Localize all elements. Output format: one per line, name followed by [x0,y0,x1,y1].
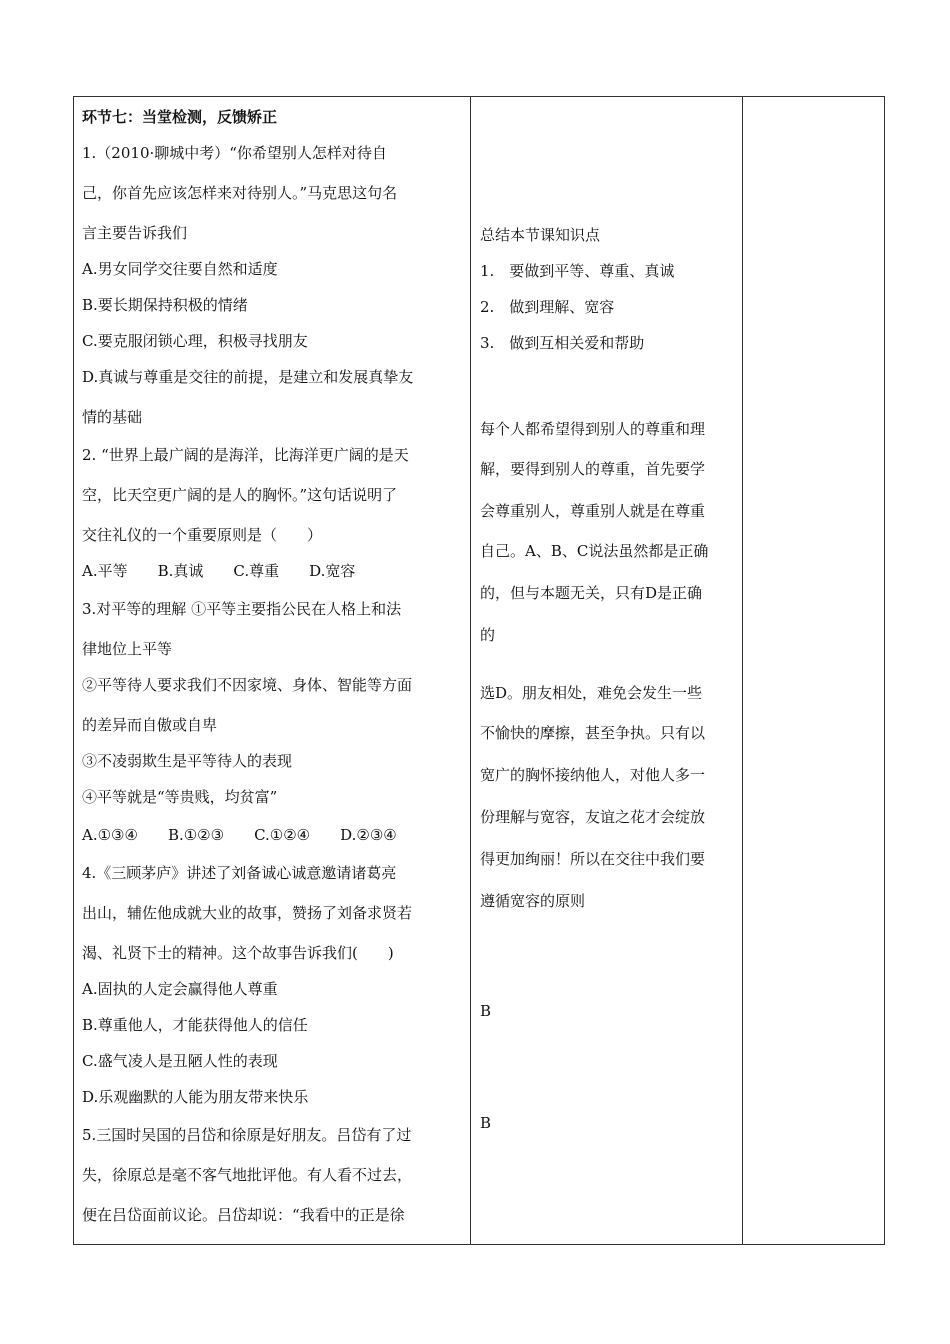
text-line: A.平等 B.真诚 C.尊重 D.宽容 [82,562,356,580]
text-line: 交往礼仪的一个重要原则是（ ） [82,526,323,544]
explanation-line: 的 [480,626,496,644]
text-line: 1.（2010·聊城中考）“你希望别人怎样对待自 [82,144,387,162]
text-line: C.要克服闭锁心理，积极寻找朋友 [82,332,308,350]
exercise-column [74,97,471,1244]
text-line: A.男女同学交往要自然和适度 [82,260,278,278]
text-line: B.要长期保持积极的情绪 [82,296,248,314]
text-line: A.固执的人定会赢得他人尊重 [82,980,278,998]
text-line: 4.《三顾茅庐》讲述了刘备诚心诚意邀请诸葛亮 [82,864,397,882]
explanation-line: 份理解与宽容，友谊之花才会绽放 [480,808,706,826]
text-line: 渴、礼贤下士的精神。这个故事告诉我们( ) [82,944,394,962]
text-line: 律地位上平等 [82,640,173,658]
summary-title: 总结本节课知识点 [480,226,601,244]
text-line: 情的基础 [82,408,143,426]
text-line: 己，你首先应该怎样来对待别人。”马克思这句名 [82,184,398,202]
text-line: D.真诚与尊重是交往的前提，是建立和发展真挚友 [82,368,414,386]
explanation-line: 的，但与本题无关，只有D是正确 [480,584,703,602]
explanation-line: 得更加绚丽！所以在交往中我们要 [480,850,706,868]
text-line: 的差异而自傲或自卑 [82,716,218,734]
answer-label: B [480,1114,492,1132]
explanation-line: 每个人都希望得到别人的尊重和理 [480,420,706,438]
text-line: D.乐观幽默的人能为朋友带来快乐 [82,1088,309,1106]
explanation-line: 不愉快的摩擦，甚至争执。只有以 [480,724,706,742]
explanation-line: 自己。A、B、C说法虽然都是正确 [480,542,709,560]
text-line: A.①③④ B.①②③ C.①②④ D.②③④ [82,826,397,844]
text-line: 3.对平等的理解 ①平等主要指公民在人格上和法 [82,600,402,618]
text-line: 言主要告诉我们 [82,224,188,242]
summary-point: 1. 要做到平等、尊重、真诚 [480,262,675,280]
text-line: ②平等待人要求我们不因家境、身体、智能等方面 [82,676,413,694]
explanation-line: 遵循宽容的原则 [480,892,586,910]
answer-label: B [480,1002,492,1020]
notes-column [470,97,743,1244]
remarks-column [742,97,884,1244]
text-line: C.盛气凌人是丑陋人性的表现 [82,1052,278,1070]
text-line: B.尊重他人，才能获得他人的信任 [82,1016,308,1034]
section-heading: 环节七：当堂检测，反馈矫正 [82,108,278,126]
text-line: ④平等就是“等贵贱，均贫富” [82,788,278,806]
explanation-line: 解，要得到别人的尊重，首先要学 [480,460,706,478]
explanation-line: 选D。朋友相处，难免会发生一些 [480,684,703,702]
text-line: 出山，辅佐他成就大业的故事，赞扬了刘备求贤若 [82,904,413,922]
summary-point: 2. 做到理解、宽容 [480,298,615,316]
lesson-table [73,96,885,1245]
summary-point: 3. 做到互相关爱和帮助 [480,334,645,352]
text-line: 空，比天空更广阔的是人的胸怀。”这句话说明了 [82,486,398,504]
text-line: 5.三国时吴国的吕岱和徐原是好朋友。吕岱有了过 [82,1126,412,1144]
explanation-line: 会尊重别人，尊重别人就是在尊重 [480,502,706,520]
explanation-line: 宽广的胸怀接纳他人，对他人多一 [480,766,706,784]
text-line: ③不凌弱欺生是平等待人的表现 [82,752,293,770]
text-line: 2. “世界上最广阔的是海洋，比海洋更广阔的是天 [82,446,409,464]
text-line: 便在吕岱面前议论。吕岱却说：“我看中的正是徐 [82,1206,405,1224]
text-line: 失，徐原总是毫不客气地批评他。有人看不过去， [82,1166,413,1184]
